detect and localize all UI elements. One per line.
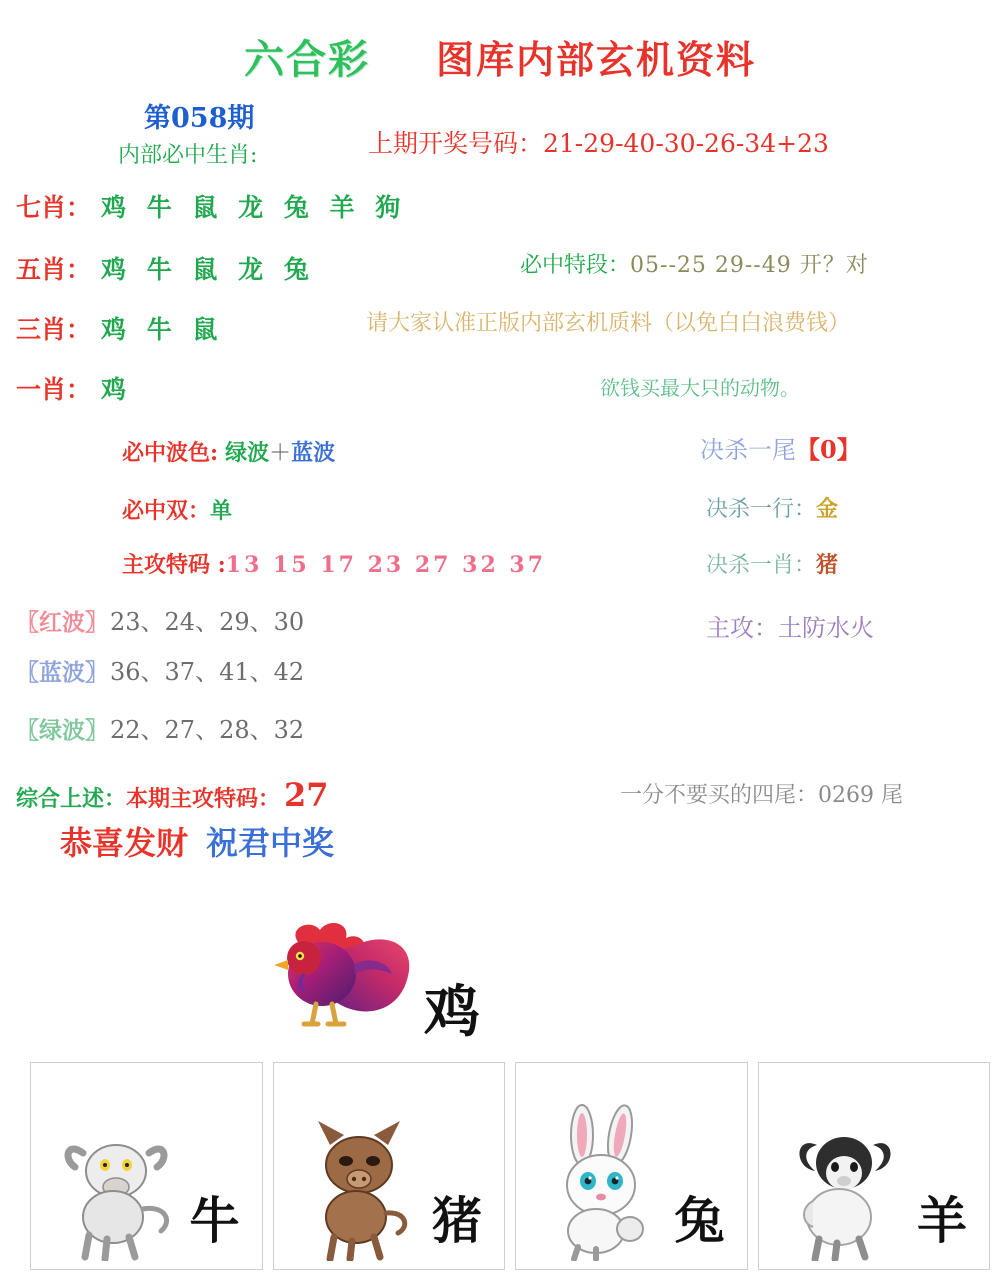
kill-element-label: 决杀一行：: [706, 497, 817, 522]
goat-card: [758, 1062, 991, 1270]
kill-tail-value: 【0】: [796, 435, 861, 464]
goat-glyph: 羊: [917, 1191, 967, 1250]
rabbit-card: [515, 1062, 748, 1270]
special-range-label: 必中特段：: [520, 253, 631, 278]
page-subtitle: 图库内部玄机资料: [435, 37, 756, 82]
green-wave-numbers: 22、27、28、32: [110, 716, 305, 744]
summary-line: [16, 776, 329, 814]
parity-label: 必中双：: [122, 498, 211, 524]
summary-label: 本期主攻特码：: [126, 786, 281, 812]
rooster-glyph: 鸡: [424, 979, 480, 1045]
kill-zodiac-value: 猪: [816, 552, 839, 578]
main-special-line: [122, 548, 546, 579]
green-wave-label: 〖绿波〗: [16, 717, 108, 744]
pig-art: [288, 1101, 438, 1261]
wave-color-green: 绿波: [225, 440, 270, 466]
ox-card: [30, 1062, 263, 1270]
zodiac-row-five-label: 五肖：: [16, 255, 92, 284]
rooster-illustration: [258, 912, 480, 1045]
wave-color-blue: 蓝波: [291, 440, 336, 466]
main-attack-label: 主攻：: [706, 614, 778, 642]
blessing-line: [60, 818, 334, 864]
blessing-part-one: 恭喜发财: [60, 824, 189, 862]
last-draw-numbers: 上期开奖号码：21-29-40-30-26-34+23: [368, 129, 829, 158]
zodiac-row-one-label: 一肖：: [16, 375, 92, 404]
avoid-tails-label: 一分不要买的四尾：: [620, 783, 819, 808]
inner-zodiac-label: 内部必中生肖:: [118, 143, 258, 168]
parity-value: 单: [210, 498, 233, 524]
kill-tail-line: [700, 430, 861, 465]
zodiac-row-seven-items: 鸡 牛 鼠 龙 兔 羊 狗: [101, 193, 407, 222]
zodiac-row-five-items: 鸡 牛 鼠 龙 兔: [101, 255, 315, 284]
wave-color-label: 必中波色:: [122, 440, 219, 466]
zodiac-row-three-label: 三肖：: [16, 315, 92, 344]
zodiac-row-one-items: 鸡: [101, 375, 133, 404]
ox-glyph: 牛: [189, 1191, 240, 1250]
pig-card: [273, 1062, 506, 1270]
pig-glyph: 猪: [432, 1191, 482, 1250]
parity-line: [122, 494, 232, 525]
zodiac-card-row: [30, 1062, 990, 1270]
kill-tail-label: 决杀一尾: [700, 436, 796, 464]
red-wave-row: [16, 602, 304, 637]
blue-wave-row: [16, 652, 304, 687]
main-attack-line: [706, 608, 874, 643]
zodiac-row-five: [16, 250, 315, 286]
red-wave-label: 〖红波〗: [16, 609, 108, 636]
special-range-line: [520, 248, 869, 279]
ox-art: [45, 1101, 195, 1261]
rabbit-art: [530, 1101, 680, 1261]
zodiac-row-three: [16, 310, 223, 346]
blue-wave-numbers: 36、37、41、42: [110, 658, 305, 686]
zodiac-row-three-items: 鸡 牛 鼠: [101, 315, 224, 344]
blue-wave-label: 〖蓝波〗: [16, 659, 108, 686]
green-wave-row: [16, 710, 304, 745]
kill-element-line: [706, 492, 838, 523]
zodiac-row-seven: [16, 188, 406, 224]
goat-art: [773, 1101, 923, 1261]
main-special-label: 主攻特码 :: [122, 552, 226, 578]
special-range-value: 05--25 29--49 开？对: [630, 253, 869, 278]
zodiac-row-one: [16, 370, 132, 406]
kill-zodiac-label: 决杀一肖：: [706, 553, 817, 578]
main-attack-value: 土防水火: [778, 614, 874, 642]
kill-element-value: 金: [816, 496, 839, 522]
avoid-tails-line: [620, 778, 903, 809]
issue-number: 第058期: [144, 103, 255, 134]
riddle-tip: 欲钱买最大只的动物。: [600, 376, 800, 400]
blessing-part-two: 祝君中奖: [206, 824, 335, 862]
page-title: 六合彩: [243, 36, 370, 83]
page-header: [0, 28, 1000, 85]
summary-value: 27: [284, 776, 329, 814]
rabbit-glyph: 兔: [674, 1191, 725, 1250]
avoid-tails-value: 0269 尾: [818, 783, 903, 808]
wave-color-line: [122, 436, 335, 467]
main-special-numbers: 13 15 17 23 27 32 37: [225, 552, 547, 578]
rooster-art: [258, 912, 423, 1032]
kill-zodiac-line: [706, 548, 838, 579]
authenticity-notice: 请大家认准正版内部玄机质料（以免白白浪费钱）: [366, 311, 851, 336]
summary-prefix: 综合上述：: [16, 786, 127, 812]
wave-color-plus: ＋: [269, 441, 292, 466]
zodiac-row-seven-label: 七肖：: [16, 193, 92, 222]
red-wave-numbers: 23、24、29、30: [110, 608, 305, 636]
